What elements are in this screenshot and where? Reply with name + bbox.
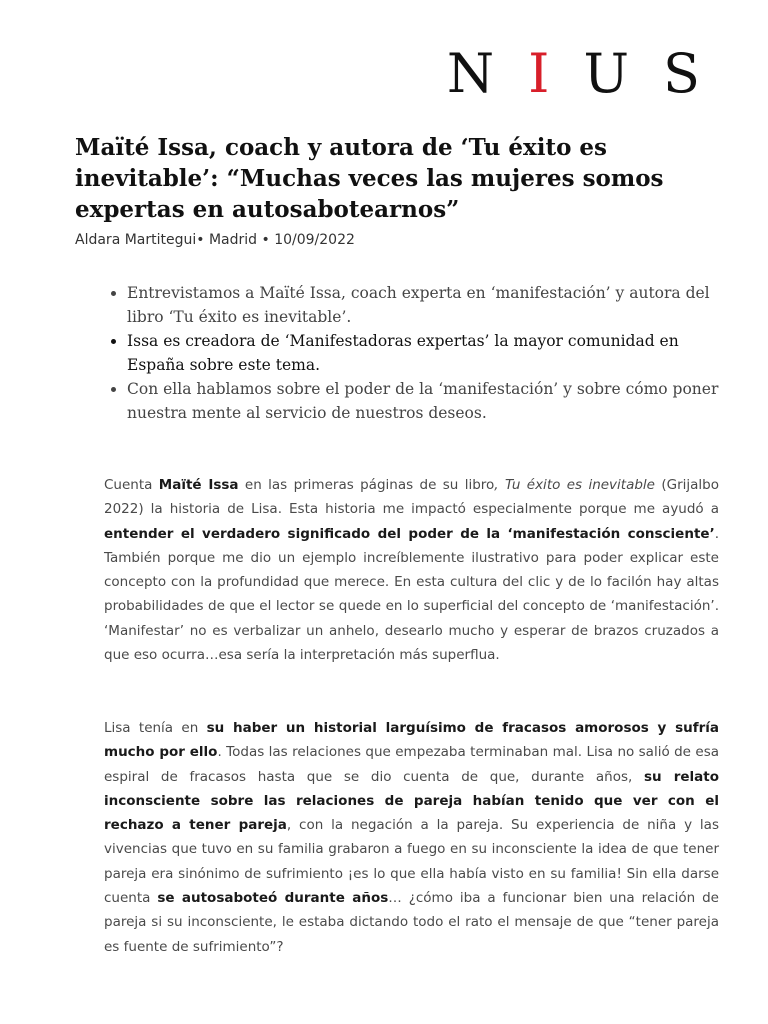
summary-item: • Entrevistamos a Maïté Issa, coach experta en ‘manifestación’ y autora del libro ‘Tu éxito es inevitable’. — [127, 281, 737, 329]
summary-item: • Con ella hablamos sobre el poder de la ‘manifestación’ y sobre cómo poner nuestra mente al servicio de nuestros deseos. — [127, 377, 737, 425]
paragraph-text: , con la negación a la pareja. Su experiencia de niña y las vivencias que tuvo en su familia grabaron a fuego en su inconsciente la idea de que tener pareja era sinónimo de sufrimiento ¡es lo que ella había visto en su familia! Sin ella darse cuenta — [104, 817, 719, 907]
book-title: , Tu éxito es inevitable — [494, 477, 655, 493]
paragraph-bold-text: su haber un historial larguísimo de fracasos amorosos y sufría mucho por ello — [104, 720, 719, 761]
paragraph-bold-text: entender el verdadero significado del poder de la ‘manifestación consciente’ — [104, 525, 715, 542]
paragraph-bold-text: Maïté Issa — [158, 477, 239, 493]
article-headline: Maïté Issa, coach y autora de ‘Tu éxito es inevitable’: “Muchas veces las mujeres somos expertas en autosabotearnos” — [75, 134, 664, 223]
summary-item: • Issa es creadora de ‘Manifestadoras expertas’ la mayor comunidad en España sobre este tema. — [127, 329, 737, 377]
paragraph-text: Cuenta — [104, 477, 159, 493]
paragraph-bold-text: se autosaboteó durante años — [157, 890, 389, 907]
paragraph-text: … ¿cómo iba a funcionar bien una relación de pareja si su inconsciente, le estaba dictando todo el rato el mensaje de que “tener pareja es fuente de sufrimiento”? — [104, 890, 719, 955]
site-logo[interactable] — [447, 42, 734, 106]
paragraph-text: . Todas las relaciones que empezaba terminaban mal. Lisa no salió de esa espiral de fracasos hasta que se dio cuenta de que, durante años, — [104, 744, 719, 785]
article-paragraph — [104, 716, 719, 959]
paragraph-text: (Grijalbo 2022) la historia de Lisa. Esta historia me impactó especialmente porque me ayudó a — [104, 477, 719, 518]
article-summary-list — [102, 281, 737, 425]
logo-accent-letter: I — [528, 42, 584, 105]
paragraph-text: en las primeras páginas de su libro — [238, 477, 495, 493]
logo-letters-start: N — [446, 42, 529, 105]
article-byline: Aldara Martitegui• Madrid • 10/09/2022 — [75, 232, 355, 248]
article-paragraph — [104, 473, 719, 667]
paragraph-text: Lisa tenía en — [104, 720, 207, 736]
logo-letters-end: US — [583, 42, 734, 105]
paragraph-bold-text: su relato inconsciente sobre las relaciones de pareja habían tenido que ver con el rechazo a tener pareja — [104, 768, 719, 834]
paragraph-text: . También porque me dio un ejemplo increíblemente ilustrativo para poder explicar este concepto con la profundidad que merece. En esta cultura del clic y de lo facilón hay altas probabilidades de que el lector se quede en lo superficial del concepto de ‘manifestación’. ‘Manifestar’ no es verbalizar un anhelo, desearlo mucho y esperar de brazos cruzados a que eso ocurra…esa sería la interpretación más superflua. — [104, 525, 719, 664]
